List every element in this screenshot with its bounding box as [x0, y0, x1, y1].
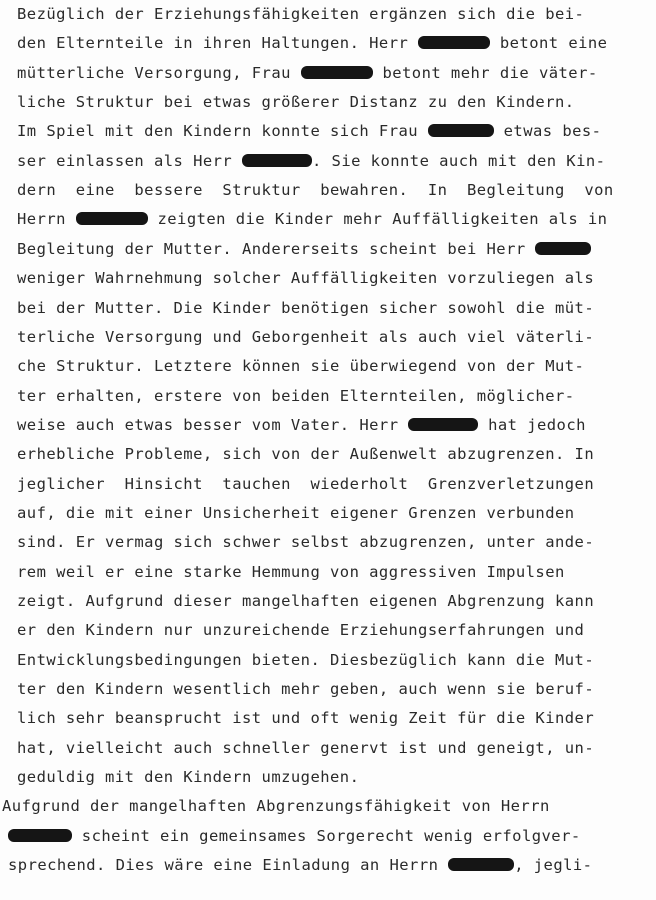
text-segment: zeigt. Aufgrund dieser mangelhaften eigenen Abgrenzung kann [17, 592, 595, 610]
text-segment: Im Spiel mit den Kindern konnte sich Frau [17, 122, 428, 141]
text-segment: , jegli- [514, 856, 593, 875]
text-line [8, 826, 581, 846]
redaction-bar [428, 124, 494, 137]
text-line [17, 327, 594, 347]
text-segment: terliche Versorgung und Geborgenheit als auch viel väterli- [17, 327, 595, 346]
redaction-bar [76, 212, 148, 225]
text-segment: ter erhalten, erstere von beiden Elternteilen, möglicher- [17, 386, 575, 405]
text-segment: sprechend. Dies wäre eine Einladung an Herrn [8, 856, 449, 875]
text-segment: hat jedoch [478, 415, 586, 434]
redaction-bar [448, 858, 514, 871]
text-segment: weise auch etwas besser vom Vater. Herr [17, 415, 409, 434]
text-segment: betont mehr die väter- [372, 63, 598, 82]
text-segment: lich sehr beansprucht ist und oft wenig Zeit für die Kinder [17, 709, 595, 728]
text-line [17, 209, 607, 229]
text-segment: hat, vielleicht auch schneller genervt ist und geneigt, un- [17, 738, 595, 757]
redaction-bar [242, 154, 312, 167]
text-line [17, 386, 575, 406]
text-segment: ser einlassen als Herr [17, 151, 242, 170]
text-segment: liche Struktur bei etwas größerer Distanz zu den Kindern. [17, 93, 575, 112]
text-line [17, 151, 605, 171]
text-segment: jeglicher Hinsicht tauchen wiederholt Grenzverletzungen [17, 474, 595, 493]
text-segment: dern eine bessere Struktur bewahren. In Begleitung von [17, 181, 614, 200]
text-segment: Entwicklungsbedingungen bieten. Diesbezüglich kann die Mut- [17, 650, 595, 669]
text-line [17, 738, 594, 758]
text-segment: den Elternteile in ihren Haltungen. Herr [17, 34, 419, 53]
text-segment: ter den Kindern wesentlich mehr geben, auch wenn sie beruf- [17, 680, 595, 699]
text-line [17, 121, 601, 141]
text-segment: . Sie konnte auch mit den Kin- [311, 151, 606, 170]
text-segment: Herrn [17, 210, 76, 229]
text-segment: er den Kindern nur unzureichende Erziehungserfahrungen und [17, 621, 585, 640]
text-line [17, 4, 584, 24]
text-segment: weniger Wahrnehmung solcher Auffälligkeiten vorzuliegen als [17, 269, 595, 288]
text-line [17, 503, 575, 523]
text-segment: geduldig mit den Kindern umzugehen. [17, 768, 360, 787]
text-line [2, 796, 550, 816]
text-segment: rem weil er eine starke Hemmung von aggressiven Impulsen [17, 562, 565, 581]
text-line [17, 679, 594, 699]
text-line [17, 591, 594, 611]
text-line [17, 356, 584, 376]
text-segment: erhebliche Probleme, sich von der Außenwelt abzugrenzen. In [17, 445, 595, 464]
text-line [17, 63, 598, 83]
text-line [17, 268, 594, 288]
text-segment: Aufgrund der mangelhaften Abgrenzungsfähigkeit von Herrn [2, 797, 550, 816]
redaction-bar [408, 418, 478, 431]
text-line [17, 767, 359, 787]
redaction-bar [301, 66, 373, 79]
text-line [17, 474, 594, 494]
text-line [17, 532, 594, 552]
redaction-bar [418, 36, 490, 49]
text-line [17, 33, 607, 53]
text-line [17, 239, 591, 259]
text-line [8, 855, 592, 875]
redaction-bar [8, 829, 72, 842]
text-segment: etwas bes- [493, 122, 602, 141]
text-line [17, 708, 594, 728]
text-line [17, 562, 565, 582]
text-segment: auf, die mit einer Unsicherheit eigener Grenzen verbunden [17, 503, 575, 522]
text-line [17, 444, 594, 464]
text-segment: zeigten die Kinder mehr Auffälligkeiten als in [147, 210, 608, 229]
text-segment: mütterliche Versorgung, Frau [17, 63, 301, 82]
text-line [17, 92, 575, 112]
text-line [17, 650, 594, 670]
text-segment: bei der Mutter. Die Kinder benötigen sicher sowohl die müt- [17, 298, 595, 317]
text-line [17, 415, 586, 435]
text-segment: che Struktur. Letztere können sie überwiegend von der Mut- [17, 357, 585, 376]
text-line [17, 620, 584, 640]
text-segment: scheint ein gemeinsames Sorgerecht wenig erfolgver- [72, 826, 581, 845]
redaction-bar [535, 242, 591, 255]
text-line [17, 180, 614, 200]
text-segment: Begleitung der Mutter. Andererseits scheint bei Herr [17, 239, 536, 258]
text-segment: Bezüglich der Erziehungsfähigkeiten ergänzen sich die bei- [17, 5, 585, 23]
text-segment: betont eine [490, 34, 608, 53]
text-segment: sind. Er vermag sich schwer selbst abzugrenzen, unter ande- [17, 533, 595, 552]
text-line [17, 298, 594, 318]
